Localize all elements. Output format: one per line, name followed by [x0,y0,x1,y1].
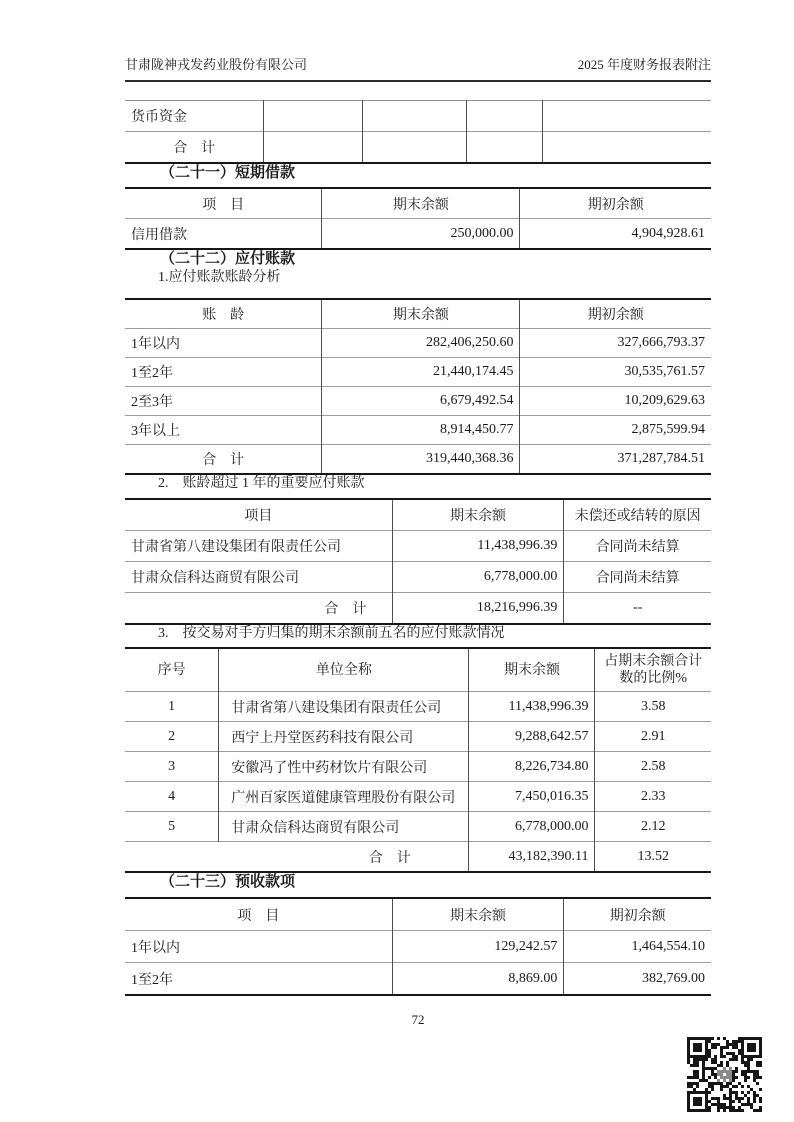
ratio-cell: 2.33 [595,782,711,812]
header-row [125,299,711,329]
column-header: 未偿还或结转的原因 [564,499,711,531]
table-row [125,931,711,963]
table-row [125,531,711,562]
row-label: 货币资金 [131,110,187,125]
amount-cell: 319,440,368.36 [322,445,520,475]
table-row [125,219,711,250]
amount-cell: 371,287,784.51 [520,445,711,475]
column-header: 项 目 [237,908,280,924]
column-header: 期末余额 [322,188,520,219]
row-label: 3年以上 [125,416,322,445]
row-label: 1至2年 [125,963,392,996]
amount-cell: 129,242.57 [392,931,564,963]
ratio-cell: 2.58 [595,752,711,782]
column-header: 期末余额 [392,898,564,931]
table-row [125,101,711,132]
top-five-payables-table [125,647,711,873]
row-label: 信用借款 [125,219,322,250]
empty-cell [466,132,543,164]
empty-cell [543,101,711,132]
amount-cell: 9,288,642.57 [469,722,595,752]
empty-cell [466,101,543,132]
row-label: 1至2年 [125,358,322,387]
company-cell: 安徽冯了性中药材饮片有限公司 [219,752,469,782]
table-row [125,329,711,358]
total-row [125,593,711,625]
content [125,100,711,1028]
rank-cell: 1 [125,692,219,722]
amount-cell: 11,438,996.39 [469,692,595,722]
amount-cell: 18,216,996.39 [392,593,564,625]
section-22-title: （二十二）应付账款 [160,251,296,267]
company-cell: 甘肃省第八建设集团有限责任公司 [219,692,469,722]
empty-cell [543,132,711,164]
reason-cell: 合同尚未结算 [564,562,711,593]
column-header: 期末余额 [322,299,520,329]
amount-cell: 8,226,734.80 [469,752,595,782]
column-header: 占期末余额合计数的比例% [595,648,711,692]
reason-cell: -- [564,593,711,625]
aging-analysis-table [125,298,711,475]
amount-cell: 327,666,793.37 [520,329,711,358]
reason-cell: 合同尚未结算 [564,531,711,562]
row-label: 1年以内 [125,931,392,963]
company-name: 甘肃陇神戎发药业股份有限公司 [125,57,308,72]
section-21-title: （二十一）短期借款 [160,165,296,181]
table-row [125,963,711,996]
rank-cell: 4 [125,782,219,812]
total-row [125,842,711,873]
rank-cell: 2 [125,722,219,752]
amount-cell: 4,904,928.61 [520,219,711,250]
row-label: 2至3年 [125,387,322,416]
short-term-borrowings-table [125,187,711,250]
total-label: 合 计 [125,842,469,873]
sub-1-title: 1.应付账款账龄分析 [158,270,281,285]
page-header [125,54,711,82]
amount-cell: 7,450,016.35 [469,782,595,812]
table-row [125,387,711,416]
column-header: 期初余额 [520,299,711,329]
rank-cell: 5 [125,812,219,842]
column-header: 单位全称 [219,648,469,692]
row-label: 1年以内 [125,329,322,358]
table-row [125,812,711,842]
amount-cell: 6,778,000.00 [392,562,564,593]
company-cell: 广州百家医道健康管理股份有限公司 [219,782,469,812]
header-row [125,898,711,931]
amount-cell: 10,209,629.63 [520,387,711,416]
section-23-title: （二十三）预收款项 [160,874,296,890]
total-label: 合 计 [125,132,264,164]
column-header: 期末余额 [392,499,564,531]
company-cell: 甘肃众信科达商贸有限公司 [219,812,469,842]
amount-cell: 1,464,554.10 [564,931,711,963]
header-row [125,499,711,531]
ratio-cell: 3.58 [595,692,711,722]
amount-cell: 21,440,174.45 [322,358,520,387]
total-row [125,445,711,475]
carryover-table [125,100,711,164]
table-row [125,722,711,752]
sub-3-title: 3. 按交易对手方归集的期末余额前五名的应付账款情况 [158,626,505,641]
header-row [125,188,711,219]
column-header: 期末余额 [469,648,595,692]
amount-cell: 2,875,599.94 [520,416,711,445]
sub-2-title: 2. 账龄超过 1 年的重要应付账款 [158,476,365,491]
amount-cell: 8,914,450.77 [322,416,520,445]
amount-cell: 8,869.00 [392,963,564,996]
ratio-cell: 13.52 [595,842,711,873]
header-row [125,648,711,692]
important-payables-table [125,498,711,625]
row-label: 甘肃省第八建设集团有限责任公司 [125,531,392,562]
table-row [125,692,711,722]
empty-cell [363,101,466,132]
table-row [125,782,711,812]
amount-cell: 6,679,492.54 [322,387,520,416]
doc-title: 2025 年度财务报表附注 [577,57,711,72]
amount-cell: 6,778,000.00 [469,812,595,842]
qr-code [687,1037,762,1112]
column-header: 期初余额 [520,188,711,219]
amount-cell: 30,535,761.57 [520,358,711,387]
amount-cell: 250,000.00 [322,219,520,250]
total-label: 合 计 [125,593,392,625]
amount-cell: 43,182,390.11 [469,842,595,873]
rank-cell: 3 [125,752,219,782]
empty-cell [363,132,466,164]
column-header: 序号 [157,662,186,678]
table-row [125,358,711,387]
table-row [125,752,711,782]
table-row [125,562,711,593]
page-number: 72 [411,1012,425,1027]
column-header: 项目 [244,509,273,524]
column-header: 账 龄 [202,308,245,323]
amount-cell: 282,406,250.60 [322,329,520,358]
total-label: 合 计 [125,445,322,475]
column-header: 期初余额 [564,898,711,931]
ratio-cell: 2.91 [595,722,711,752]
empty-cell [264,132,363,164]
ratio-cell: 2.12 [595,812,711,842]
advances-received-table [125,897,711,996]
amount-cell: 382,769.00 [564,963,711,996]
total-row [125,132,711,164]
column-header: 项 目 [202,197,245,213]
table-row [125,416,711,445]
company-cell: 西宁上丹堂医药科技有限公司 [219,722,469,752]
empty-cell [264,101,363,132]
amount-cell: 11,438,996.39 [392,531,564,562]
row-label: 甘肃众信科达商贸有限公司 [125,562,392,593]
